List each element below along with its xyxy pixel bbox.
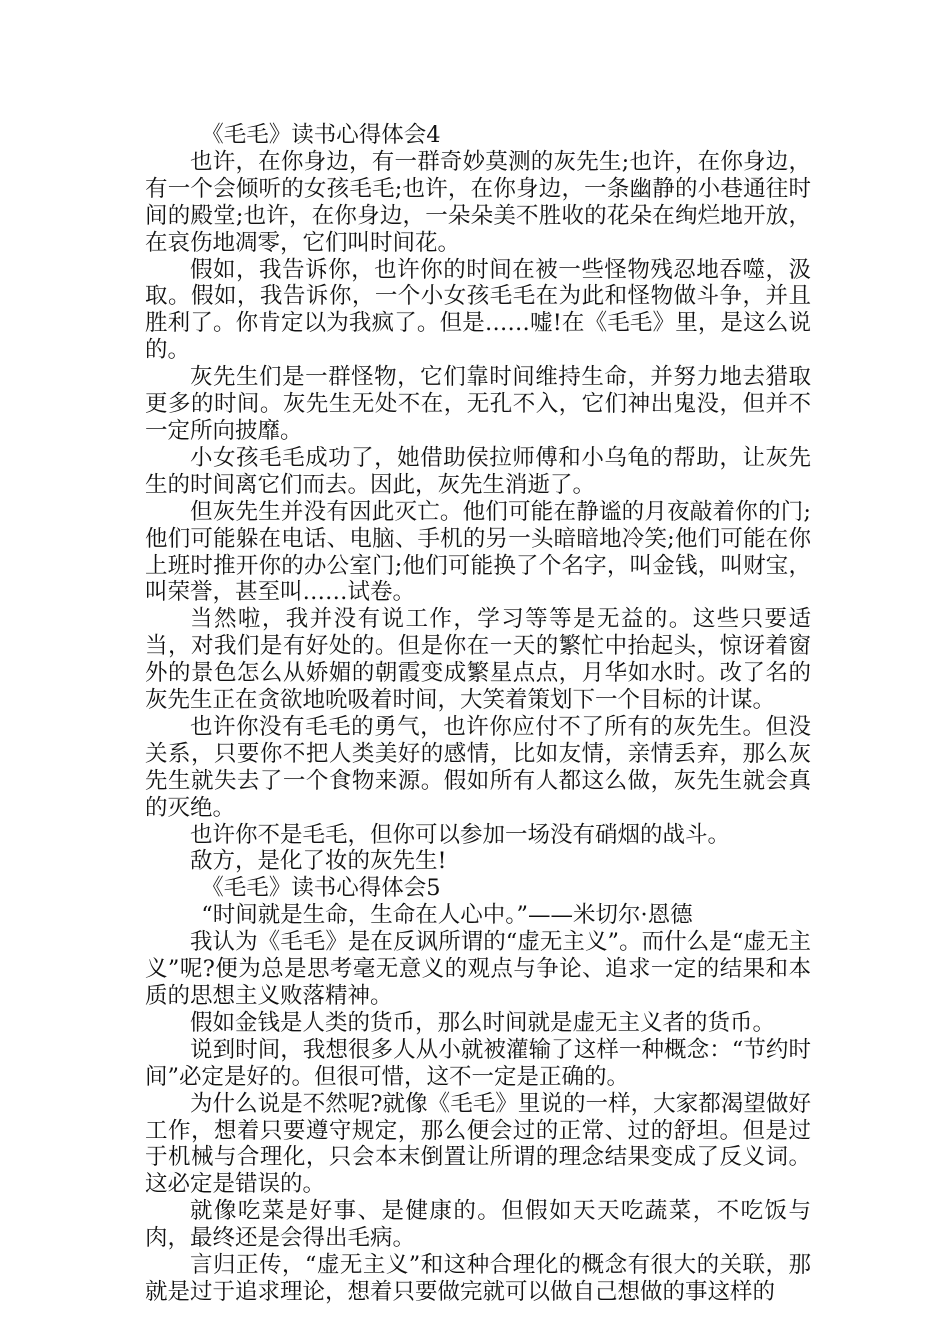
paragraph: 就像吃菜是好事、是健康的。但假如天天吃蔬菜，不吃饭与肉，最终还是会得出毛病。: [145, 1198, 811, 1252]
epigraph-quote: “时间就是生命，生命在人心中。”——米切尔·恩德: [201, 902, 693, 929]
paragraph: 也许你没有毛毛的勇气，也许你应付不了所有的灰先生。但没关系，只要你不把人类美好的感情，比如友情，亲情丢弃，那么灰先生就失去了一个食物来源。假如所有人都这么做，灰先生就会真的灭绝。: [145, 713, 811, 821]
document-body: [145, 122, 811, 1306]
paragraph: 当然啦，我并没有说工作，学习等等是无益的。这些只要适当，对我们是有好处的。但是你在一天的繁忙中抬起头，惊讶着窗外的景色怎么从娇媚的朝霞变成繁星点点，月华如水时。改了名的灰先生正在贪欲地吮吸着时间，大笑着策划下一个目标的计谋。: [145, 606, 811, 714]
paragraph: 但灰先生并没有因此灭亡。他们可能在静谧的月夜敲着你的门;他们可能躲在电话、电脑、手机的另一头暗暗地冷笑;他们可能在你上班时推开你的办公室门;他们可能换了个名字，叫金钱，叫财宝，叫荣誉，甚至叫……试卷。: [145, 498, 811, 606]
paragraph: 说到时间，我想很多人从小就被灌输了这样一种概念：“节约时间”必定是好的。但很可惜，这不一定是正确的。: [145, 1036, 811, 1090]
section-heading: 《毛毛》读书心得体会4: [201, 122, 441, 148]
paragraph: 也许你不是毛毛，但你可以参加一场没有硝烟的战斗。: [190, 821, 731, 848]
paragraph: 我认为《毛毛》是在反讽所谓的“虚无主义”。而什么是“虚无主义”呢?便为总是思考毫无意义的观点与争论、追求一定的结果和本质的思想主义败落精神。: [145, 929, 811, 1009]
paragraph: 灰先生们是一群怪物，它们靠时间维持生命，并努力地去猎取更多的时间。灰先生无处不在，无孔不入，它们神出鬼没，但并不一定所向披靡。: [145, 364, 811, 444]
paragraph: 为什么说是不然呢?就像《毛毛》里说的一样，大家都渴望做好工作，想着只要遵守规定，那么便会过的正常、过的舒坦。但是过于机械与合理化，只会本末倒置让所谓的理念结果变成了反义词。这必定是错误的。: [145, 1090, 811, 1198]
paragraph: 言归正传，“虚无主义”和这种合理化的概念有很大的关联，那就是过于追求理论，想着只要做完就可以做自己想做的事这样的: [145, 1252, 811, 1305]
paragraph: 也许，在你身边，有一群奇妙莫测的灰先生;也许，在你身边，有一个会倾听的女孩毛毛;也许，在你身边，一条幽静的小巷通往时间的殿堂;也许，在你身边，一朵朵美不胜收的花朵在绚烂地开放，在哀伤地凋零，它们叫时间花。: [145, 148, 811, 256]
paragraph: 敌方，是化了妆的灰先生!: [190, 848, 447, 875]
paragraph: 小女孩毛毛成功了，她借助侯拉师傅和小乌龟的帮助，让灰先生的时间离它们而去。因此，灰先生消逝了。: [145, 444, 811, 498]
section-heading: 《毛毛》读书心得体会5: [201, 875, 441, 902]
paragraph: 假如，我告诉你，也许你的时间在被一些怪物残忍地吞噬，汲取。假如，我告诉你，一个小女孩毛毛在为此和怪物做斗争，并且胜利了。你肯定以为我疯了。但是……嘘!在《毛毛》里，是这么说的。: [145, 256, 811, 364]
paragraph: 假如金钱是人类的货币，那么时间就是虚无主义者的货币。: [190, 1009, 776, 1036]
